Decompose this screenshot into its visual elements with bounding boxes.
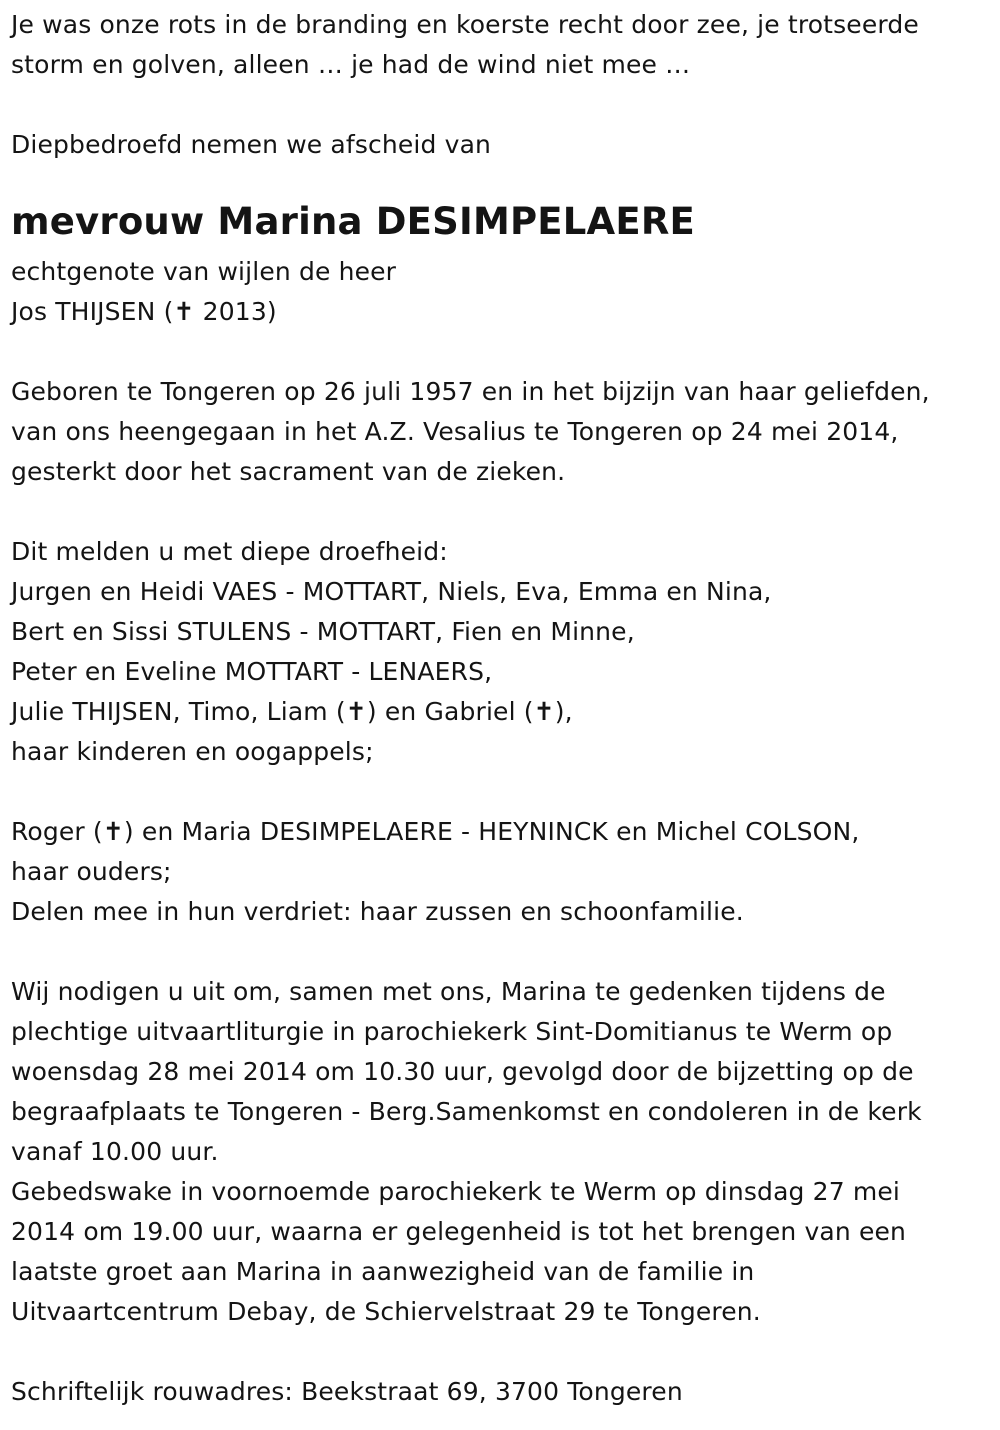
ceremony-line: woensdag 28 mei 2014 om 10.30 uur, gevolgd door de bijzetting op de	[11, 1057, 914, 1086]
spacer	[11, 772, 993, 812]
mourning-address: Schriftelijk rouwadres: Beekstraat 69, 3700 Tongeren	[11, 1377, 683, 1406]
ceremony-line: Gebedswake in voornoemde parochiekerk te Werm op dinsdag 27 mei	[11, 1177, 901, 1206]
spacer	[11, 85, 993, 125]
ceremony-line: vanaf 10.00 uur.	[11, 1137, 219, 1166]
spouse-line: echtgenote van wijlen de heer	[11, 257, 397, 286]
life-line: gesterkt door het sacrament van de zieken.	[11, 457, 566, 486]
family-line: Peter en Eveline MOTTART - LENAERS,	[11, 657, 493, 686]
spouse-info	[11, 252, 993, 332]
spacer	[11, 492, 993, 532]
ceremony-details	[11, 972, 993, 1332]
family-line: Dit melden u met diepe droefheid:	[11, 537, 448, 566]
ceremony-line: begraafplaats te Tongeren - Berg.Samenkomst en condoleren in de kerk	[11, 1097, 922, 1126]
life-line: van ons heengegaan in het A.Z. Vesalius te Tongeren op 24 mei 2014,	[11, 417, 899, 446]
ceremony-line: Wij nodigen u uit om, samen met ons, Marina te gedenken tijdens de	[11, 977, 886, 1006]
deceased-name: mevrouw Marina DESIMPELAERE	[11, 200, 696, 243]
family-list	[11, 532, 993, 772]
parents-line: haar ouders;	[11, 857, 172, 886]
intro-line: Je was onze rots in de branding en koerste recht door zee, je trotseerde	[11, 10, 919, 39]
parents-info	[11, 812, 993, 932]
family-line: Jurgen en Heidi VAES - MOTTART, Niels, Eva, Emma en Nina,	[11, 577, 772, 606]
parents-line: Roger (✝) en Maria DESIMPELAERE - HEYNINCK en Michel COLSON,	[11, 817, 860, 846]
ceremony-line: Uitvaartcentrum Debay, de Schiervelstraat 29 te Tongeren.	[11, 1297, 761, 1326]
life-line: Geboren te Tongeren op 26 juli 1957 en in het bijzijn van haar geliefden,	[11, 377, 930, 406]
spacer	[11, 165, 993, 192]
spacer	[11, 1332, 993, 1372]
announcement-text: Diepbedroefd nemen we afscheid van	[11, 130, 492, 159]
ceremony-line: plechtige uitvaartliturgie in parochiekerk Sint-Domitianus te Werm op	[11, 1017, 893, 1046]
intro-verse	[11, 5, 993, 85]
ceremony-line: laatste groet aan Marina in aanwezigheid van de familie in	[11, 1257, 755, 1286]
parents-line: Delen mee in hun verdriet: haar zussen en schoonfamilie.	[11, 897, 744, 926]
spouse-line: Jos THIJSEN (✝ 2013)	[11, 297, 277, 326]
family-line: haar kinderen en oogappels;	[11, 737, 374, 766]
intro-line: storm en golven, alleen … je had de wind niet mee …	[11, 50, 691, 79]
family-line: Bert en Sissi STULENS - MOTTART, Fien en Minne,	[11, 617, 635, 646]
obituary-notice	[11, 0, 993, 1412]
family-line: Julie THIJSEN, Timo, Liam (✝) en Gabriel (✝),	[11, 697, 573, 726]
life-details	[11, 372, 993, 492]
spacer	[11, 932, 993, 972]
spacer	[11, 332, 993, 372]
ceremony-line: 2014 om 19.00 uur, waarna er gelegenheid is tot het brengen van een	[11, 1217, 907, 1246]
